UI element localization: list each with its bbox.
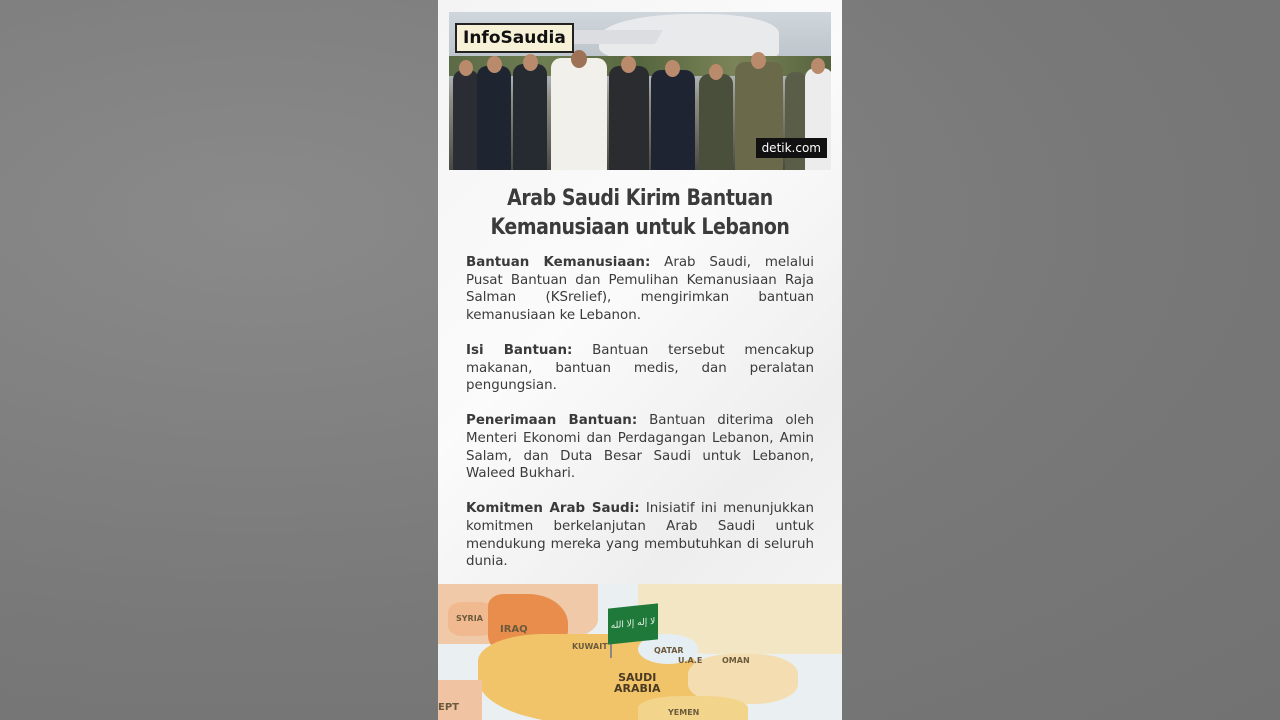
section-heading: Komitmen Arab Saudi: xyxy=(466,501,640,517)
photo-credit: detik.com xyxy=(756,138,827,158)
post-card xyxy=(438,0,842,720)
airplane-wing-shape xyxy=(565,30,663,44)
section-heading: Penerimaan Bantuan: xyxy=(466,413,638,429)
article-body xyxy=(466,254,814,588)
section-text: Bantuan diterima oleh Menteri Ekonomi dan Perdagangan Lebanon, Amin Salam, dan Duta Besar Saudi untuk Lebanon, Waleed Bukhari. xyxy=(466,413,815,482)
flag-inscription: لا إله إلا الله xyxy=(610,616,656,632)
section-paragraph xyxy=(466,342,814,395)
map-label-oman: OMAN xyxy=(722,656,750,665)
map-label-saudi-line-1: SAUDI xyxy=(618,671,657,684)
headline-line-1: Arab Saudi Kirim Bantuan xyxy=(507,186,773,211)
news-photo xyxy=(449,12,831,170)
map-label-iraq: IRAQ xyxy=(500,624,528,635)
map-label-qatar: QATAR xyxy=(654,646,684,655)
map-label-yemen: YEMEN xyxy=(668,708,700,717)
section-text: Arab Saudi, melalui Pusat Bantuan dan Pemulihan Kemanusiaan Raja Salman (KSrelief), mengirimkan bantuan kemanusiaan ke Lebanon. xyxy=(466,255,814,323)
brand-badge: InfoSaudia xyxy=(455,23,574,53)
map-label-syria: SYRIA xyxy=(456,614,483,623)
egypt-land-shape xyxy=(438,680,482,720)
section-paragraph xyxy=(466,412,814,482)
section-heading: Bantuan Kemanusiaan: xyxy=(466,255,651,270)
map-label-egypt-partial: EPT xyxy=(438,702,459,713)
map-label-saudi-line-2: ARABIA xyxy=(614,682,661,695)
saudi-flag-icon xyxy=(608,603,658,644)
section-heading: Isi Bantuan: xyxy=(466,342,573,358)
middle-east-map xyxy=(438,584,842,720)
section-text: Inisiatif ini menunjukkan komitmen berkelanjutan Arab Saudi untuk mendukung mereka yang membutuhkan di seluruh dunia. xyxy=(466,501,814,570)
map-label-uae: U.A.E xyxy=(678,656,703,665)
map-label-saudi-arabia xyxy=(614,672,661,694)
section-text: Bantuan tersebut mencakup makanan, bantuan medis, dan peralatan pengungsian. xyxy=(466,342,814,394)
section-paragraph xyxy=(466,254,814,324)
headline-line-2: Kemanusiaan untuk Lebanon xyxy=(490,215,790,240)
section-paragraph xyxy=(466,500,814,570)
map-label-kuwait: KUWAIT xyxy=(572,642,608,651)
headline xyxy=(466,184,813,242)
